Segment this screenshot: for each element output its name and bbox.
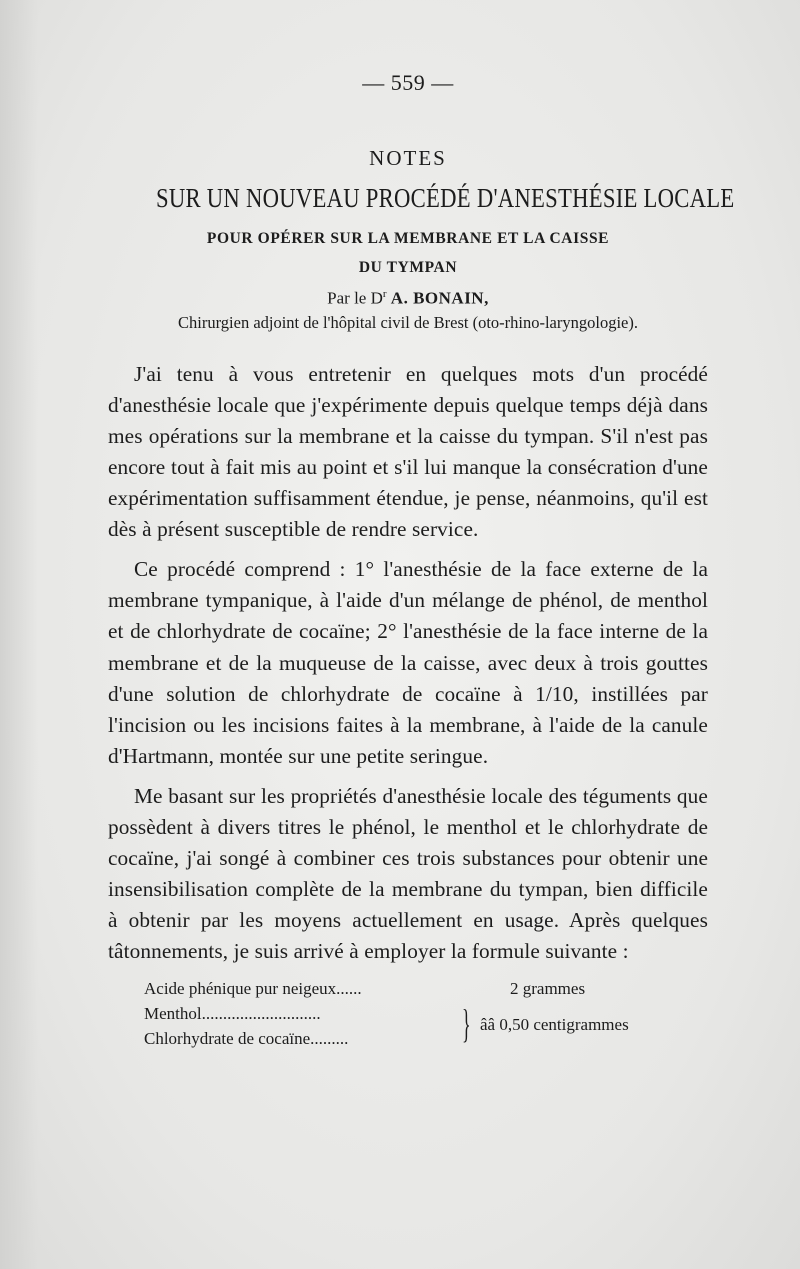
author-line	[108, 288, 708, 309]
formula-common-quantity: ââ 0,50 centigrammes	[480, 1015, 629, 1035]
formula-quantity: 2 grammes	[510, 979, 586, 999]
page-number: — 559 —	[362, 70, 454, 95]
author-name: A. BONAIN,	[390, 288, 489, 308]
paragraph-2: Ce procédé comprend : 1° l'anesthésie de la face externe de la membrane tympanique, à l'aide d'un mélange de phénol, de menthol et de chlorhydrate de cocaïne; 2° l'anesthésie de la face interne de la membrane et de la muqueuse de la caisse, avec deux à trois gouttes d'une solution de chlorhydrate de cocaïne à 1/10, instillées par l'incision ou les incisions faites à la membrane, à l'aide de la canule d'Hartmann, montée sur une petite seringue.	[108, 557, 708, 768]
paragraph-3: Me basant sur les propriétés d'anesthésie locale des téguments que possèdent à divers titres le phénol, le menthol et le chlorhydrate de cocaïne, j'ai songé à combiner ces trois substances pour obtenir une insensibilisation complète de la membrane du tympan, bien difficile à obtenir par les moyens actuellement en usage. Après quelques tâtonnements, je suis arrivé à employer la formule suivante :	[108, 783, 708, 964]
section-heading: NOTES	[369, 146, 447, 170]
formula-row	[108, 976, 708, 1001]
article-subtitle-line-2: DU TYMPAN	[358, 259, 458, 276]
article-subtitle-line-1: POUR OPÉRER SUR LA MEMBRANE ET LA CAISSE	[206, 230, 610, 247]
author-prefix: Par le D	[327, 288, 383, 308]
author-affiliation: Chirurgien adjoint de l'hôpital civil de Brest (oto-rhino-laryngologie).	[178, 312, 638, 332]
formula-block	[108, 976, 708, 1051]
formula-ingredient: Acide phénique pur neigeux......	[144, 979, 362, 999]
formula-ingredient: Menthol............................	[144, 1004, 321, 1024]
page-edge-shadow	[0, 0, 38, 1269]
article-title: SUR UN NOUVEAU PROCÉDÉ D'ANESTHÉSIE LOCALE	[156, 183, 735, 213]
author-title-sup: r	[382, 288, 387, 300]
page-content	[108, 70, 735, 1051]
formula-ingredient: Chlorhydrate de cocaïne.........	[144, 1029, 349, 1049]
paragraph-1: J'ai tenu à vous entretenir en quelques mots d'un procédé d'anesthésie locale que j'expérimente depuis quelque temps déjà dans mes opérations sur la membrane et la caisse du tympan. S'il n'est pas encore tout à fait mis au point et s'il lui manque la consécration d'une expérimentation suffisamment étendue, je pense, néanmoins, qu'il est dès à présent susceptible de rendre service.	[108, 361, 708, 542]
formula-brace: }	[462, 1001, 471, 1047]
